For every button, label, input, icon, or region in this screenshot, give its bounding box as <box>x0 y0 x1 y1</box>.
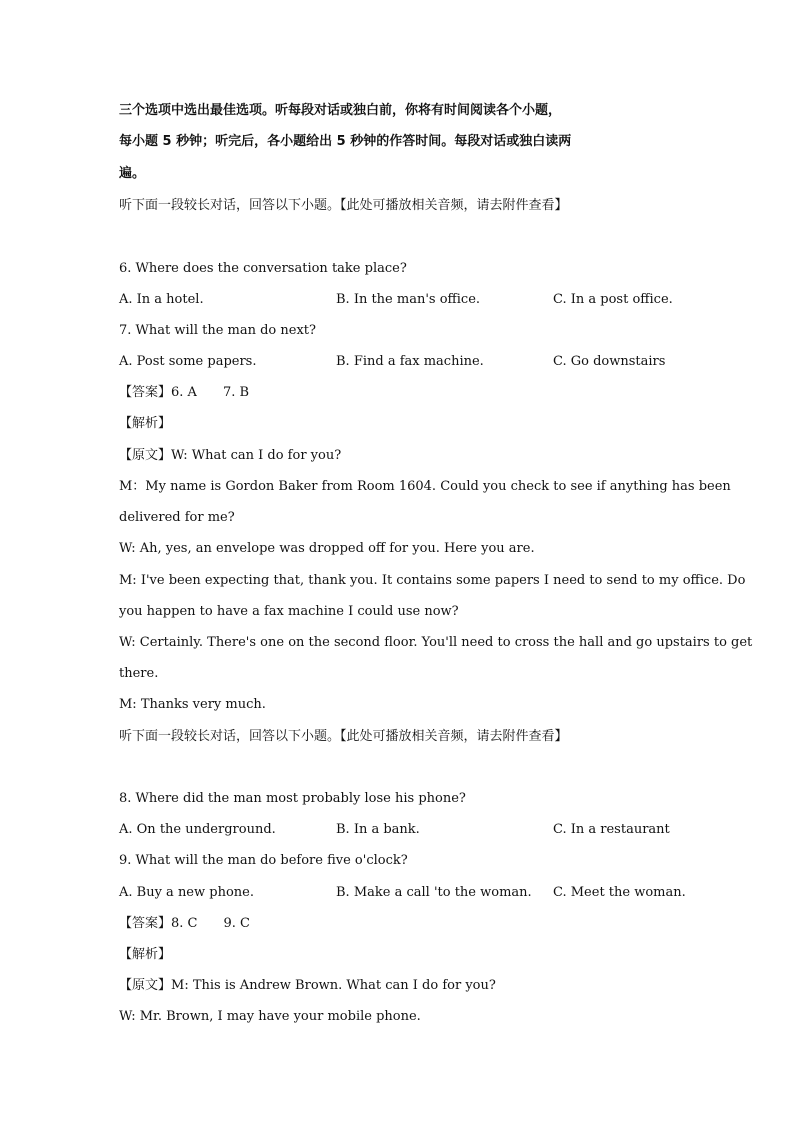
dialogue-1-line-7: W: Certainly. There's one on the second floor. You'll need to cross the hall and go upstairs to get <box>119 635 753 650</box>
answer-7: 7. B <box>222 385 250 400</box>
answer-line-1 <box>119 385 249 401</box>
q9-option-a: A. Buy a new phone. <box>119 885 254 900</box>
original-label: 【原文】 <box>119 978 172 993</box>
answer-8: 8. C <box>171 916 198 931</box>
q7-option-a: A. Post some papers. <box>119 354 257 369</box>
answer-label: 【答案】 <box>119 385 172 400</box>
dialogue-1-line-6: you happen to have a fax machine I could use now? <box>119 604 459 619</box>
dialogue-1-line-4: W: Ah, yes, an envelope was dropped off for you. Here you are. <box>119 541 535 556</box>
dialogue-1-line-8: there. <box>119 666 159 681</box>
q8-option-c: C. In a restaurant <box>553 822 670 837</box>
q6-option-a: A. In a hotel. <box>119 292 204 307</box>
analysis-label-2: 【解析】 <box>119 947 172 962</box>
dialogue-text: W: What can I do for you? <box>171 448 342 463</box>
dialogue-2-line-2: W: Mr. Brown, I may have your mobile phone. <box>119 1009 421 1024</box>
q9-option-b: B. Make a call 'to the woman. <box>336 885 532 900</box>
question-8: 8. Where did the man most probably lose his phone? <box>119 791 466 806</box>
dialogue-2-line-1 <box>119 978 496 994</box>
answer-6: 6. A <box>171 385 197 400</box>
q9-option-c: C. Meet the woman. <box>553 885 686 900</box>
q6-option-c: C. In a post office. <box>553 292 673 307</box>
instruction-line-1: 三个选项中选出最佳选项。听每段对话或独白前，你将有时间阅读各个小题， <box>119 103 562 118</box>
q6-option-b: B. In the man's office. <box>336 292 481 307</box>
original-label: 【原文】 <box>119 448 172 463</box>
dialogue-1-line-5: M: I've been expecting that, thank you. It contains some papers I need to send to my office. Do <box>119 573 746 588</box>
answer-9: 9. C <box>223 916 250 931</box>
q8-option-a: A. On the underground. <box>119 822 276 837</box>
instruction-line-3: 遍。 <box>119 166 146 181</box>
dialogue-1-line-9: M: Thanks very much. <box>119 697 266 712</box>
section2-intro: 听下面一段较长对话，回答以下小题。【此处可播放相关音频，请去附件查看】 <box>119 729 568 744</box>
dialogue-1-line-1 <box>119 448 341 464</box>
analysis-label-1: 【解析】 <box>119 416 172 431</box>
q8-option-b: B. In a bank. <box>336 822 420 837</box>
q7-option-c: C. Go downstairs <box>553 354 666 369</box>
dialogue-1-line-3: delivered for me? <box>119 510 235 525</box>
question-9: 9. What will the man do before five o'clock? <box>119 853 408 868</box>
answer-label: 【答案】 <box>119 916 172 931</box>
question-6: 6. Where does the conversation take place? <box>119 261 407 276</box>
section1-intro: 听下面一段较长对话，回答以下小题。【此处可播放相关音频，请去附件查看】 <box>119 198 568 213</box>
answer-line-2 <box>119 916 250 932</box>
q7-option-b: B. Find a fax machine. <box>336 354 484 369</box>
instruction-line-2: 每小题 5 秒钟；听完后，各小题给出 5 秒钟的作答时间。每段对话或独白读两 <box>119 134 572 149</box>
question-7: 7. What will the man do next? <box>119 323 316 338</box>
dialogue-1-line-2: M：My name is Gordon Baker from Room 1604. Could you check to see if anything has been <box>119 479 731 494</box>
dialogue-text: M: This is Andrew Brown. What can I do for you? <box>171 978 496 993</box>
